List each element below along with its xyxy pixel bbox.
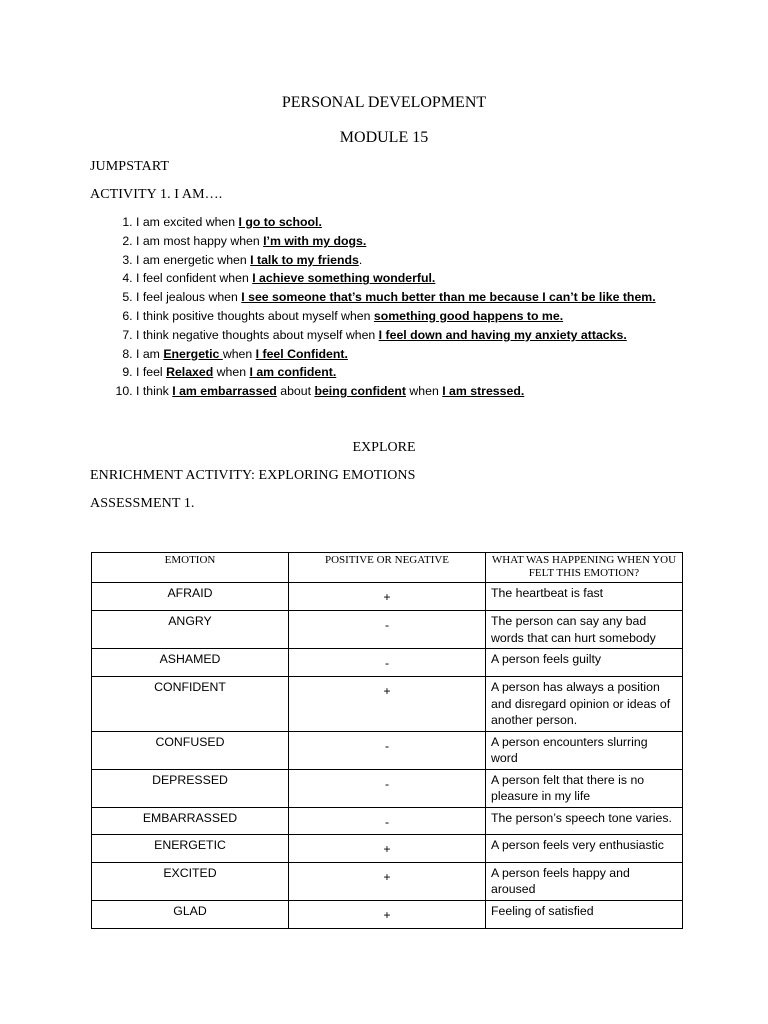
- emotion-cell: EXCITED: [92, 862, 289, 900]
- table-row: [92, 677, 683, 732]
- description-cell: A person feels very enthusiastic: [486, 834, 683, 862]
- emotion-cell: GLAD: [92, 900, 289, 928]
- emotion-cell: CONFUSED: [92, 731, 289, 769]
- underlined-answer: I am confident.: [249, 365, 337, 380]
- module-label: MODULE 15: [339, 129, 429, 146]
- jumpstart-heading: JUMPSTART: [90, 159, 170, 174]
- prompt-text: I feel jealous when: [136, 290, 242, 305]
- sign-cell: -: [289, 769, 486, 807]
- prompt-text: .: [358, 252, 363, 267]
- description-cell: Feeling of satisfied: [486, 900, 683, 928]
- description-cell: A person feels guilty: [486, 649, 683, 677]
- underlined-answer: I’m with my dogs.: [263, 233, 367, 248]
- table-row: [92, 611, 683, 649]
- table-row: [92, 649, 683, 677]
- activity-heading: ACTIVITY 1. I AM….: [90, 187, 223, 202]
- sign-cell: +: [289, 834, 486, 862]
- description-cell: The person can say any bad words that can hurt somebody: [486, 611, 683, 649]
- activity-item: [136, 213, 656, 232]
- activity-item: [136, 288, 656, 307]
- prompt-text: when: [222, 346, 256, 361]
- activity-item: [136, 363, 656, 382]
- explore-heading: EXPLORE: [352, 440, 416, 455]
- underlined-answer: Energetic: [163, 346, 223, 361]
- activity-item: [136, 326, 656, 345]
- sign-cell: +: [289, 862, 486, 900]
- emotion-cell: EMBARRASSED: [92, 807, 289, 834]
- underlined-answer: I feel Confident.: [255, 346, 348, 361]
- underlined-answer: I am embarrassed: [172, 384, 277, 399]
- underlined-answer: I am stressed.: [442, 384, 525, 399]
- prompt-text: about: [276, 384, 315, 399]
- page-title: PERSONAL DEVELOPMENT: [281, 94, 487, 111]
- header-what-was-happening: WHAT WAS HAPPENING WHEN YOU FELT THIS EMOTION?: [486, 553, 683, 583]
- sign-cell: +: [289, 583, 486, 611]
- prompt-text: I am: [136, 346, 164, 361]
- sign-cell: +: [289, 677, 486, 732]
- enrichment-heading: ENRICHMENT ACTIVITY: EXPLORING EMOTIONS: [90, 468, 416, 483]
- emotion-cell: AFRAID: [92, 583, 289, 611]
- table-row: [92, 769, 683, 807]
- underlined-answer: I feel down and having my anxiety attacks.: [378, 327, 627, 342]
- header-positive-negative: POSITIVE OR NEGATIVE: [289, 553, 486, 583]
- underlined-answer: I see someone that’s much better than me because I can’t be like them.: [241, 290, 656, 305]
- emotions-table: [91, 552, 683, 929]
- sign-cell: -: [289, 807, 486, 834]
- prompt-text: I am most happy when: [136, 233, 264, 248]
- header-emotion: EMOTION: [92, 553, 289, 583]
- emotion-cell: ENERGETIC: [92, 834, 289, 862]
- underlined-answer: I go to school.: [238, 215, 322, 229]
- activity-item: [136, 382, 656, 401]
- activity-list: [90, 213, 656, 401]
- table-header-row: [92, 553, 683, 583]
- prompt-text: when: [213, 365, 250, 380]
- sign-cell: -: [289, 731, 486, 769]
- table-row: [92, 900, 683, 928]
- description-cell: A person feels happy and aroused: [486, 862, 683, 900]
- underlined-answer: I achieve something wonderful.: [252, 271, 436, 286]
- underlined-answer: something good happens to me.: [373, 308, 564, 323]
- underlined-answer: being confident: [314, 384, 406, 399]
- activity-item: [136, 307, 656, 326]
- description-cell: A person felt that there is no pleasure in my life: [486, 769, 683, 807]
- table-row: [92, 731, 683, 769]
- description-cell: The heartbeat is fast: [486, 583, 683, 611]
- sign-cell: -: [289, 649, 486, 677]
- underlined-answer: Relaxed: [166, 365, 214, 380]
- description-cell: A person has always a position and disregard opinion or ideas of another person.: [486, 677, 683, 732]
- prompt-text: I think negative thoughts about myself when: [136, 327, 379, 342]
- underlined-answer: I talk to my friends: [250, 252, 359, 267]
- table-row: [92, 807, 683, 834]
- description-cell: The person’s speech tone varies.: [486, 807, 683, 834]
- table-row: [92, 583, 683, 611]
- table-row: [92, 862, 683, 900]
- emotion-cell: DEPRESSED: [92, 769, 289, 807]
- emotion-cell: ASHAMED: [92, 649, 289, 677]
- emotion-cell: CONFIDENT: [92, 677, 289, 732]
- prompt-text: I am energetic when: [136, 252, 251, 267]
- activity-item: [136, 345, 656, 364]
- emotion-cell: ANGRY: [92, 611, 289, 649]
- activity-item: [136, 251, 656, 270]
- sign-cell: -: [289, 611, 486, 649]
- prompt-text: I think positive thoughts about myself when: [136, 308, 374, 323]
- activity-item: [136, 269, 656, 288]
- activity-item: [136, 232, 656, 251]
- table-row: [92, 834, 683, 862]
- prompt-text: I feel: [136, 365, 167, 380]
- description-cell: A person encounters slurring word: [486, 731, 683, 769]
- sign-cell: +: [289, 900, 486, 928]
- prompt-text: I am excited when: [136, 215, 239, 229]
- prompt-text: I feel confident when: [136, 271, 253, 286]
- prompt-text: when: [405, 384, 443, 399]
- prompt-text: I think: [136, 384, 173, 399]
- assessment-heading: ASSESSMENT 1.: [90, 496, 195, 511]
